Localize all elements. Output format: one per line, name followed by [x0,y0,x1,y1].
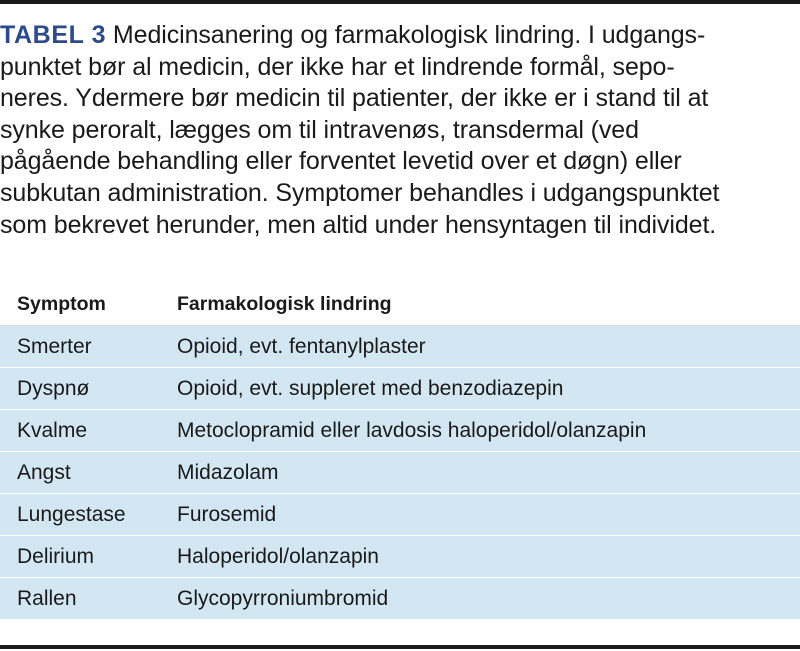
table-caption [0,20,800,241]
table-row [0,368,800,410]
lindring-cell: Metoclopramid eller lavdosis haloperidol/olanzapin [177,418,647,442]
symptom-table [0,284,800,620]
lindring-cell: Opioid, evt. suppleret med benzodiazepin [177,376,564,400]
lindring-cell: Haloperidol/olanzapin [177,544,379,568]
symptom-cell: Lungestase [17,502,126,526]
table-row [0,326,800,368]
caption-line-5: pågående behandling eller forventet levetid over et døgn) eller [0,147,682,176]
symptom-cell: Dyspnø [17,376,90,400]
header-symptom: Symptom [17,293,106,315]
lindring-cell: Midazolam [177,460,279,484]
table-row [0,452,800,494]
caption-line-3: neres. Ydermere bør medicin til patienter, der ikke er i stand til at [0,84,709,113]
caption-text: Medicinsanering og farmakologisk lindring. I udgangs- [106,21,706,49]
caption-line-2: punktet bør al medicin, der ikke har et lindrende formål, sepo- [0,52,675,81]
symptom-cell: Smerter [17,334,92,358]
table-row [0,494,800,536]
symptom-cell: Delirium [17,544,95,568]
caption-line-6: subkutan administration. Symptomer behandles i udgangspunktet [0,178,720,207]
table-row [0,578,800,620]
header-lindring: Farmakologisk lindring [177,293,392,315]
symptom-cell: Angst [17,460,71,484]
bottom-rule [0,645,800,649]
caption-line-7: som bekrevet herunder, men altid under hensyntagen til individet. [0,210,717,239]
table-header-row [0,284,800,326]
top-rule [0,0,800,4]
symptom-cell: Rallen [17,586,77,610]
table-row [0,410,800,452]
symptom-cell: Kvalme [17,418,88,442]
lindring-cell: Furosemid [177,502,277,526]
caption-line-4: synke peroralt, lægges om til intravenøs, transdermal (ved [0,115,639,144]
lindring-cell: Glycopyrroniumbromid [177,586,389,610]
lindring-cell: Opioid, evt. fentanylplaster [177,334,426,358]
caption-line-1 [0,20,800,52]
table-label: TABEL 3 [0,21,107,49]
table-row [0,536,800,578]
